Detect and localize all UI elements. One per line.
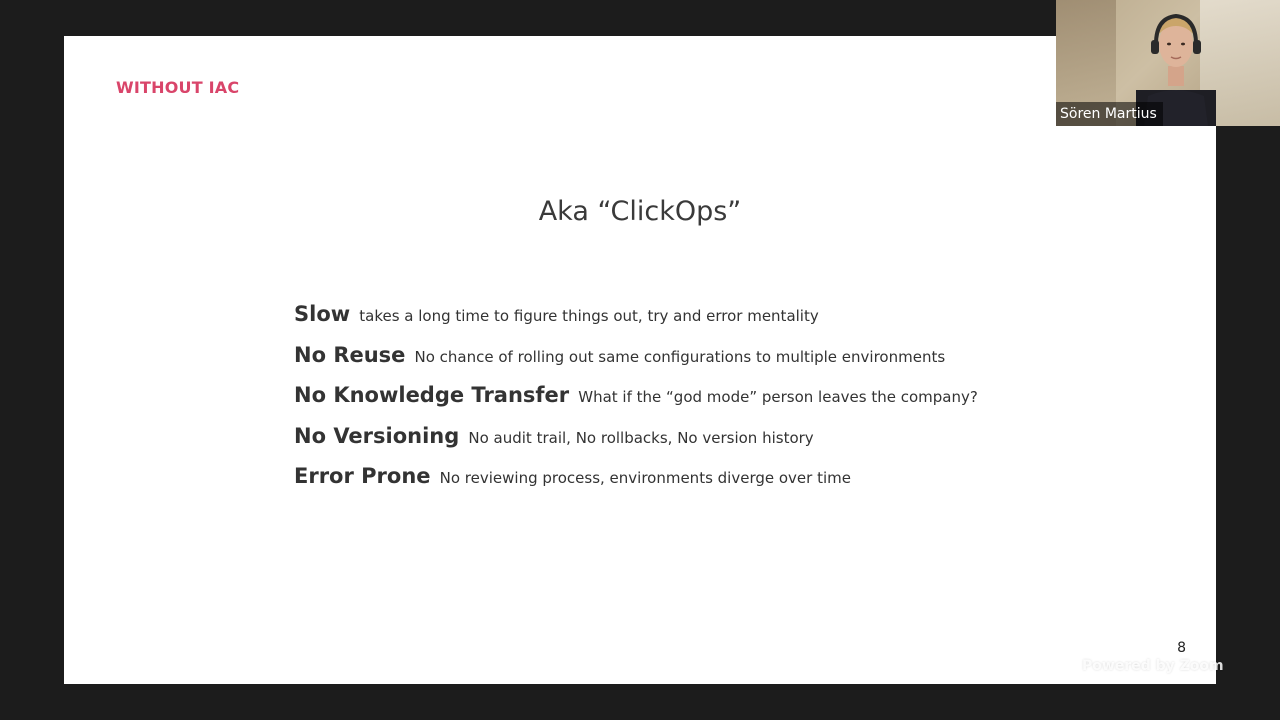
section-label: WITHOUT IAC [116, 78, 240, 97]
bullet-description: No audit trail, No rollbacks, No version history [468, 428, 814, 447]
bullet-description: No reviewing process, environments diverge over time [439, 469, 851, 487]
list-item [294, 294, 1154, 335]
participant-video-tile[interactable] [1056, 0, 1280, 126]
bullet-description: No chance of rolling out same configurations to multiple environments [414, 347, 946, 366]
list-item [294, 416, 1154, 457]
bullet-list [294, 294, 1154, 497]
bullet-term: No Versioning [294, 423, 460, 448]
participant-name-label: Sören Martius [1056, 102, 1163, 126]
bullet-term: No Reuse [294, 342, 406, 367]
list-item [294, 375, 1154, 416]
bullet-term: Error Prone [294, 464, 431, 488]
bullet-description: What if the “god mode” person leaves the company? [578, 388, 978, 406]
shared-slide [64, 36, 1216, 684]
list-item [294, 456, 1154, 497]
bullet-term: Slow [294, 302, 351, 326]
slide-title: Aka “ClickOps” [538, 196, 742, 227]
bullet-description: takes a long time to figure things out, try and error mentality [359, 307, 819, 325]
list-item [294, 335, 1154, 376]
bullet-term: No Knowledge Transfer [294, 383, 570, 407]
zoom-watermark: Powered by Zoom [1082, 658, 1224, 674]
slide-page-number: 8 [1177, 640, 1186, 656]
